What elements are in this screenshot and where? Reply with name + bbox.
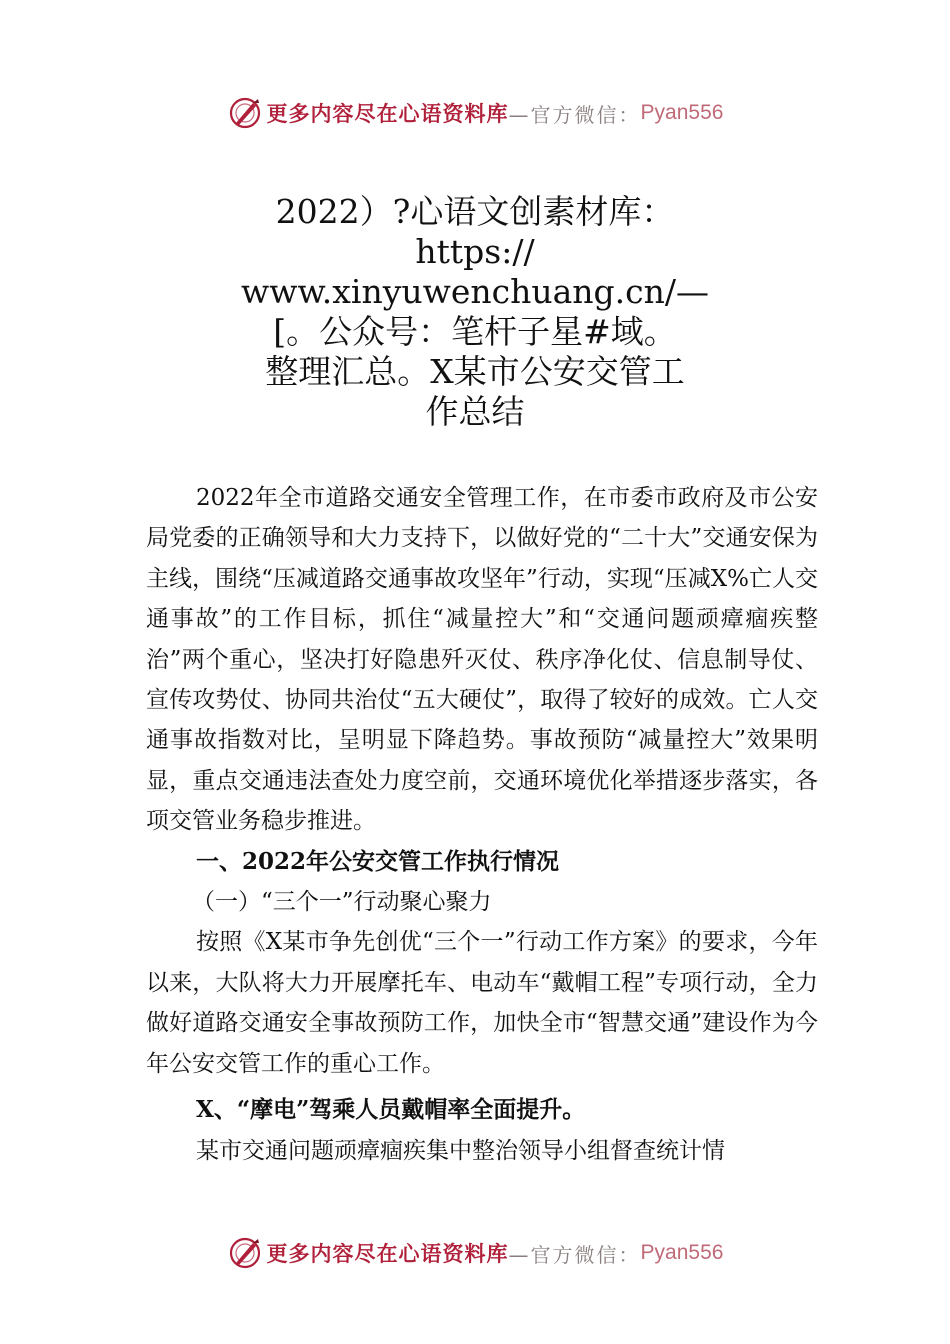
wechat-label: —官方微信： (508, 102, 641, 127)
intro-paragraph: 2022年全市道路交通安全管理工作，在市委市政府及市公安局党委的正确领导和大力支持下，以做好党的“二十大”交通安保为主线，围绕“压减道路交通事故攻坚年”行动，实现“压减X%亡人交通事故”的工作目标，抓住“减量控大”和“交通问题顽瘴痼疾整治”两个重心，坚决打好隐患歼灭仗、秩序净化仗、信息制导仗、宣传攻势仗、协同共治仗“五大硬仗”，取得了较好的成效。亡人交通事故指数对比，呈明显下降趋势。事故预防“减量控大”效果明显，重点交通违法查处力度空前，交通环境优化举措逐步落实，各项交管业务稳步推进。 (146, 485, 818, 835)
watermark-text: 更多内容尽在心语资料库 (266, 1242, 509, 1266)
subsection-paragraph: 按照《X某市争先创优“三个一”行动工作方案》的要求，今年以来，大队将大力开展摩托车、电动车“戴帽工程”专项行动，全力做好道路交通安全事故预防工作，加快全市“智慧交通”建设作为今年公安交管工作的重心工作。 (146, 929, 818, 1077)
document-title (150, 192, 800, 432)
title-line: [。公众号：笔杆子星#域。 (273, 312, 677, 351)
title-line: www.xinyuwenchuang.cn/— (240, 272, 710, 311)
header-watermark-banner (0, 93, 950, 133)
watermark-text: 更多内容尽在心语资料库 (266, 102, 509, 126)
point-paragraph: 某市交通问题顽瘴痼疾集中整治领导小组督查统计情 (196, 1137, 725, 1164)
wechat-label: —官方微信： (508, 1242, 641, 1267)
section-heading: 一、2022年公安交管工作执行情况 (196, 847, 560, 875)
footer-watermark-banner (0, 1233, 950, 1273)
quill-pen-logo-icon (227, 95, 263, 131)
document-body (146, 478, 818, 1171)
subsection-heading: （一）“三个一”行动聚心聚力 (192, 889, 492, 916)
title-line: 整理汇总。X某市公安交管工 (265, 352, 685, 391)
wechat-id: Pyan556 (640, 1241, 724, 1264)
title-line: 作总结 (425, 392, 525, 431)
title-line: 2022）?心语文创素材库： (275, 192, 675, 231)
wechat-id: Pyan556 (640, 101, 724, 124)
title-line: https:// (415, 232, 535, 271)
point-heading: X、“摩电”驾乘人员戴帽率全面提升。 (196, 1096, 586, 1124)
quill-pen-logo-icon (227, 1235, 263, 1271)
